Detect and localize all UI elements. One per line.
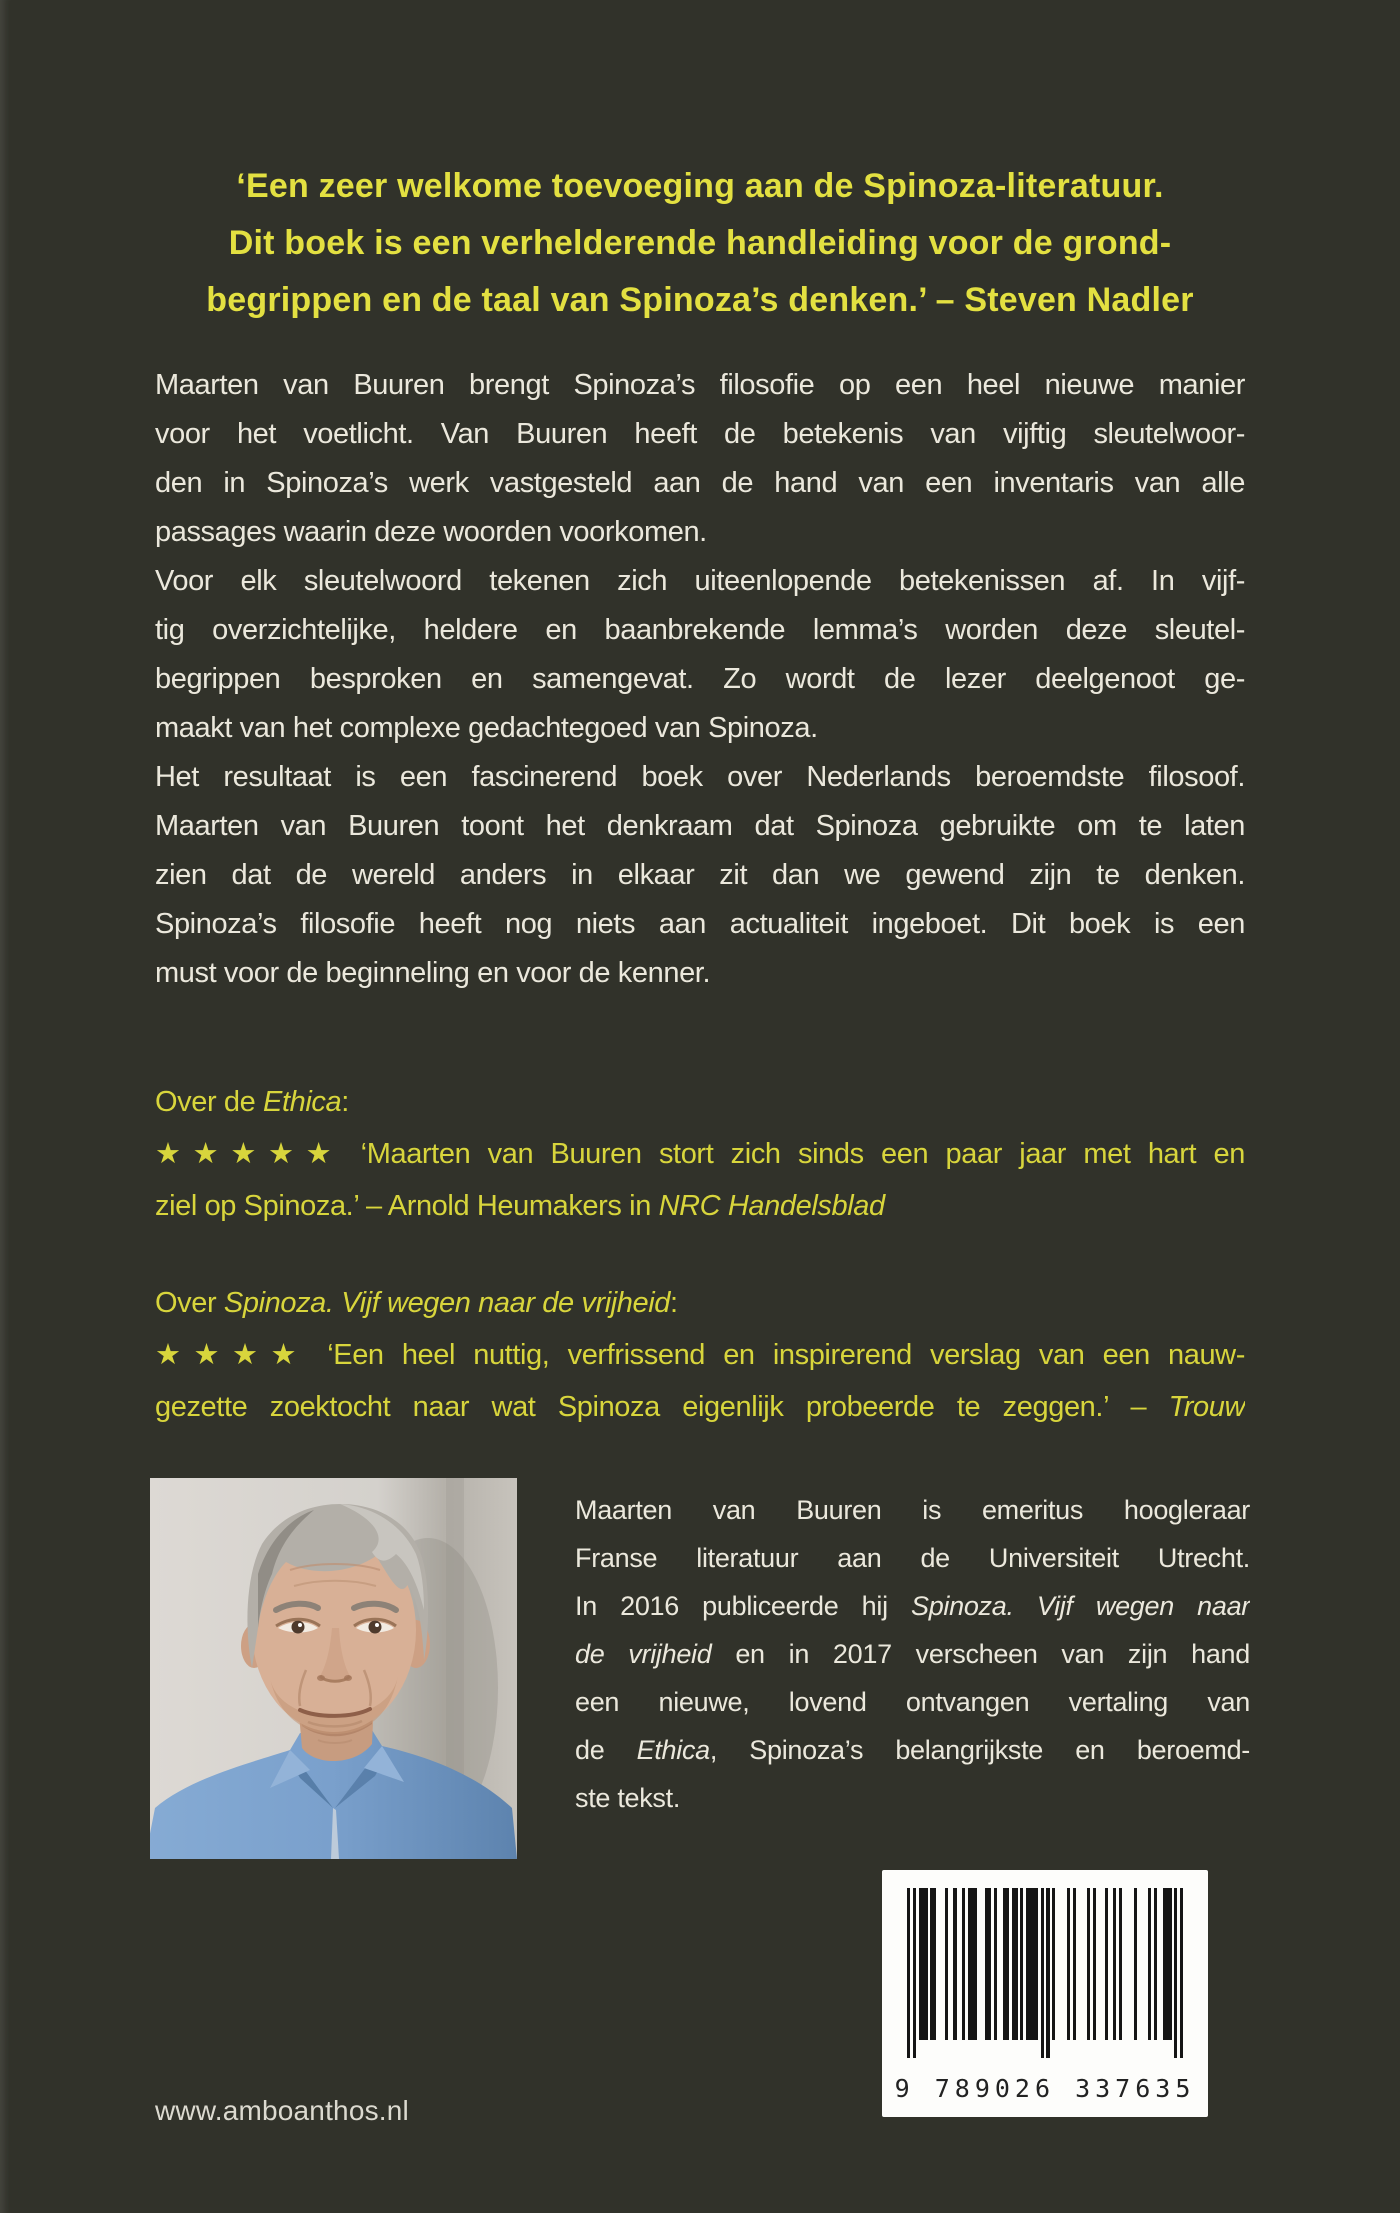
barcode-bar: [1041, 1888, 1044, 2058]
blurb-paragraph: [155, 557, 1245, 753]
review-quote-line: [155, 1381, 1245, 1433]
review-vijf-wegen: [155, 1277, 1245, 1433]
barcode-bar: [913, 1888, 916, 2058]
blurb-line: Maarten van Buuren toont het denkraam dat Spinoza gebruikte om te laten: [155, 810, 1245, 842]
review-source: NRC Handelsblad: [658, 1190, 885, 1222]
barcode-bar: [1180, 1888, 1183, 2058]
barcode-bar: [1020, 1888, 1023, 2040]
bio-line: een nieuwe, lovend ontvangen vertaling van: [575, 1687, 1250, 1717]
barcode-bar: [962, 1888, 965, 2040]
endorsement-quote: [120, 158, 1280, 329]
blurb-line: den in Spinoza’s werk vastgesteld aan de hand van een inventaris van alle: [155, 467, 1245, 499]
bio-book-title: Spinoza. Vijf wegen naar: [911, 1591, 1250, 1621]
bio-line: [575, 1630, 1250, 1678]
barcode-bar: [1154, 1888, 1157, 2040]
review-ethica: [155, 1076, 1245, 1232]
isbn-number: 9 789026 337635: [894, 2074, 1196, 2103]
blurb-line: must voor de beginneling en voor de kenner.: [155, 957, 711, 989]
barcode-bar: [1093, 1888, 1096, 2040]
blurb-line: Spinoza’s filosofie heeft nog niets aan actualiteit ingeboet. Dit boek is een: [155, 908, 1245, 940]
endorsement-quote-line: ‘Een zeer welkome toevoeging aan de Spinoza-literatuur.: [236, 167, 1164, 205]
barcode-bar: [1035, 1888, 1038, 2040]
barcode-bar: [994, 1888, 997, 2040]
bio-book-title: de vrijheid: [575, 1639, 712, 1669]
review-heading-suffix: :: [341, 1086, 349, 1118]
endorsement-quote-line: begrippen en de taal van Spinoza’s denken.’ – Steven Nadler: [206, 281, 1194, 319]
barcode-bar: [907, 1888, 910, 2058]
barcode-bar: [1119, 1888, 1122, 2040]
bio-text: , Spinoza’s belangrijkste en beroemd-: [709, 1735, 1250, 1765]
barcode-bar: [953, 1888, 956, 2040]
review-source: Trouw: [1168, 1391, 1245, 1423]
blurb-line: zien dat de wereld anders in elkaar zit dan we gewend zijn te denken.: [155, 859, 1245, 891]
review-quote-text: ziel op Spinoza.’ – Arnold Heumakers in: [155, 1190, 659, 1222]
barcode-bar: [1174, 1888, 1177, 2058]
barcode-bar: [988, 1888, 991, 2040]
author-bio: [575, 1486, 1250, 1822]
barcode-bar: [1046, 1888, 1049, 2058]
review-quote-text: ‘Maarten van Buuren stort zich sinds een paar jaar met hart en: [360, 1138, 1245, 1170]
blurb-line: passages waarin deze woorden voorkomen.: [155, 516, 707, 548]
blurb-line: Maarten van Buuren brengt Spinoza’s filosofie op een heel nieuwe manier: [155, 369, 1245, 401]
barcode-bar: [1052, 1888, 1055, 2040]
review-quote-line: [155, 1329, 1245, 1381]
publisher-url: www.amboanthos.nl: [155, 2095, 409, 2126]
barcode-bar: [945, 1888, 948, 2040]
bio-line: Maarten van Buuren is emeritus hoogleraar: [575, 1495, 1250, 1525]
bio-line: [575, 1582, 1250, 1630]
review-book-title: Ethica: [263, 1086, 342, 1118]
bio-line: ste tekst.: [575, 1783, 681, 1813]
barcode-bar: [1006, 1888, 1009, 2040]
barcode-bar: [1014, 1888, 1017, 2040]
star-rating-icon: ★★★★★: [155, 1138, 344, 1170]
blurb-line: maakt van het complexe gedachtegoed van Spinoza.: [155, 712, 818, 744]
barcode-bar: [1168, 1888, 1171, 2040]
barcode-bar: [1148, 1888, 1151, 2040]
star-rating-icon: ★★★★: [155, 1339, 310, 1371]
blurb-paragraph: [155, 361, 1245, 557]
review-heading-prefix: Over: [155, 1287, 224, 1319]
bio-text: de: [575, 1735, 637, 1765]
barcode-bar: [1087, 1888, 1090, 2040]
barcode-bar: [1113, 1888, 1116, 2040]
bio-text: en in 2017 verscheen van zijn hand: [711, 1639, 1250, 1669]
review-heading: [155, 1076, 1245, 1128]
blurb-line: voor het voetlicht. Van Buuren heeft de betekenis van vijftig sleutelwoor-: [155, 418, 1245, 450]
barcode-bar: [924, 1888, 927, 2040]
review-quote-text: ‘Een heel nuttig, verfrissend en inspirerend verslag van een nauw-: [327, 1339, 1245, 1371]
review-quote-line: [155, 1128, 1245, 1180]
bio-text: In 2016 publiceerde hij: [575, 1591, 911, 1621]
bio-book-title: Ethica: [636, 1735, 710, 1765]
blurb-line: Het resultaat is een fascinerend boek over Nederlands beroemdste filosoof.: [155, 761, 1245, 793]
barcode-bar: [1105, 1888, 1108, 2040]
review-book-title: Spinoza. Vijf wegen naar de vrijheid: [223, 1287, 671, 1319]
barcode-bar: [1067, 1888, 1070, 2040]
endorsement-quote-line: Dit boek is een verhelderende handleiding voor de grond-: [228, 224, 1172, 262]
review-quote-line: [155, 1180, 1245, 1232]
blurb-line: tig overzichtelijke, heldere en baanbrekende lemma’s worden deze sleutel-: [155, 614, 1245, 646]
blurb-line: begrippen besproken en samengevat. Zo wordt de lezer deelgenoot ge-: [155, 663, 1245, 695]
barcode-bar: [974, 1888, 977, 2040]
review-heading-suffix: :: [670, 1287, 678, 1319]
review-heading: [155, 1277, 1245, 1329]
barcode-bar: [1073, 1888, 1076, 2040]
barcode-bars: [907, 1888, 1183, 2058]
barcode-bar: [933, 1888, 936, 2040]
barcode-bar: [1134, 1888, 1137, 2040]
bio-line: Franse literatuur aan de Universiteit Utrecht.: [575, 1543, 1250, 1573]
blurb-line: Voor elk sleutelwoord tekenen zich uiteenlopende betekenissen af. In vijf-: [155, 565, 1245, 597]
review-heading-prefix: Over de: [155, 1086, 264, 1118]
author-photo: [150, 1478, 517, 1859]
blurb-paragraph: [155, 753, 1245, 998]
blurb-text: [155, 361, 1245, 998]
bio-line: [575, 1726, 1250, 1774]
review-quote-text: gezette zoektocht naar wat Spinoza eigenlijk probeerde te zeggen.’ –: [155, 1391, 1169, 1423]
barcode: [882, 1870, 1208, 2117]
